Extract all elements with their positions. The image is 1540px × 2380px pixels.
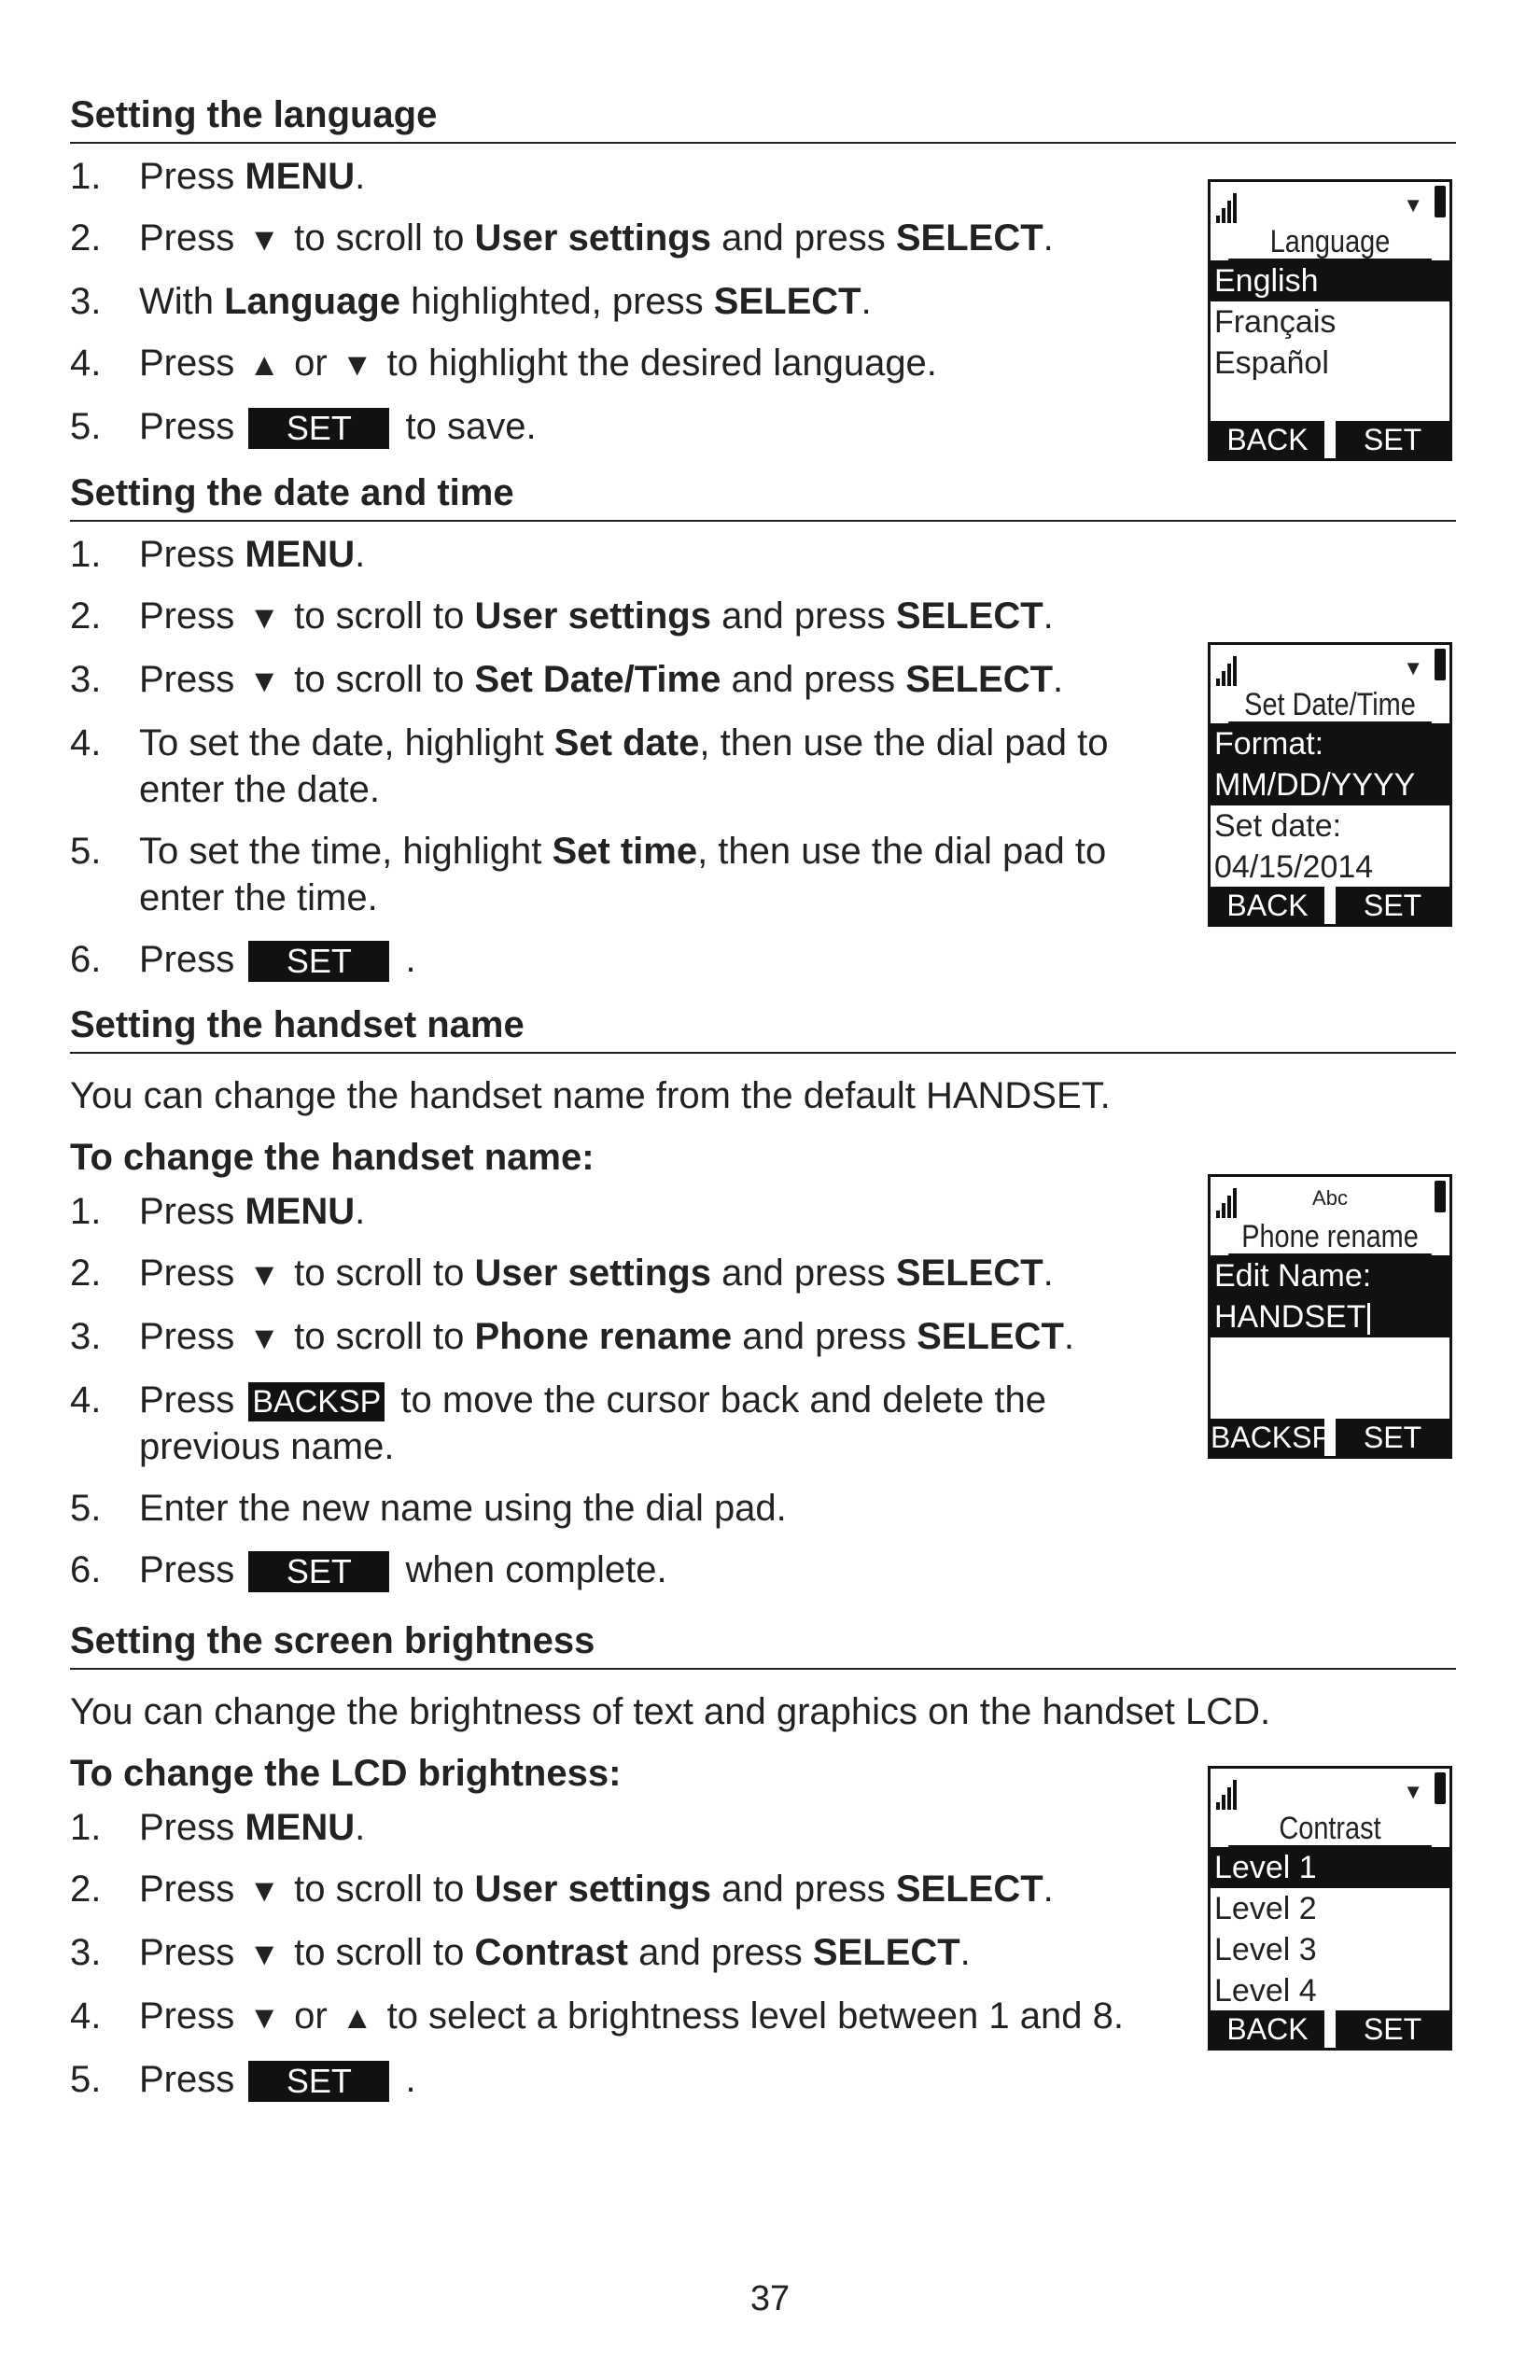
scroll-down-icon: ▼ — [1403, 1780, 1423, 1803]
steps-brightness — [70, 1804, 1171, 2103]
intro-brightness: You can change the brightness of text and graphics on the handset LCD. — [70, 1691, 1271, 1732]
status-bar — [1211, 645, 1449, 688]
signal-icon — [1216, 1780, 1239, 1810]
list-item: 2. Press ▼ to scroll to User settings and press SELECT. — [70, 215, 1171, 263]
list-item: 1. Press MENU. — [70, 1191, 366, 1232]
list-item: 4. Press BACKSP to move the cursor back and delete the previous name. — [70, 1379, 1046, 1467]
page-number: 37 — [749, 2279, 791, 2318]
back-softkey: BACK — [1211, 2010, 1324, 2048]
list-item: 5. To set the time, highlight Set time, then use the dial pad to enter the time. — [70, 831, 1107, 918]
heading-datetime: Setting the date and time — [70, 471, 1456, 522]
list-item: 4. Press ▲ or ▼ to highlight the desired language. — [70, 340, 1171, 388]
intro-handset-name: You can change the handset name from the default HANDSET. — [70, 1075, 1111, 1116]
set-softkey: SET — [1336, 2010, 1449, 2048]
set-softkey: SET — [1336, 421, 1449, 458]
lcd-language-screen — [1208, 179, 1452, 461]
battery-icon — [1435, 1181, 1446, 1212]
battery-icon — [1435, 649, 1446, 680]
status-bar — [1211, 1177, 1449, 1220]
softkeys — [1211, 2010, 1449, 2048]
list-item: 5. Enter the new name using the dial pad. — [70, 1488, 787, 1529]
list-item: 4. To set the date, highlight Set date, then use the dial pad to enter the date. — [70, 722, 1109, 810]
steps-handset-name — [70, 1188, 1171, 1593]
softkeys — [1211, 1419, 1449, 1456]
cursor-icon — [1367, 1303, 1370, 1335]
list-item: 4. Press ▼ or ▲ to select a brightness level between 1 and 8. — [70, 1993, 1171, 2041]
down-arrow-icon: ▼ — [341, 347, 373, 383]
name-value: HANDSET — [1214, 1299, 1366, 1335]
set-softkey: SET — [248, 941, 389, 982]
up-arrow-icon: ▲ — [248, 347, 281, 383]
list-item: 1. Press MENU. — [70, 1807, 366, 1848]
backsp-softkey: BACKSP — [1211, 1421, 1332, 1454]
list-item: 2. Press ▼ to scroll to User settings and press SELECT. — [70, 1250, 1171, 1298]
lcd-title: Language — [1228, 225, 1432, 260]
lcd-contrast-screen — [1208, 1766, 1452, 2051]
lcd-row: Español — [1214, 345, 1329, 381]
set-softkey: SET — [1336, 887, 1449, 924]
list-item: 6. Press SET when complete. — [70, 1549, 667, 1591]
down-arrow-icon: ▼ — [248, 2000, 281, 2036]
list-item: 1. Press MENU. — [70, 156, 366, 197]
softkeys — [1211, 887, 1449, 924]
list-item: 2. Press ▼ to scroll to User settings and press SELECT. — [70, 593, 1171, 641]
set-softkey: SET — [248, 1551, 389, 1592]
battery-icon — [1435, 1772, 1446, 1804]
list-item: 3. Press ▼ to scroll to Phone rename and press SELECT. — [70, 1313, 1171, 1362]
list-item: 3. Press ▼ to scroll to Contrast and press SELECT. — [70, 1929, 1171, 1978]
lcd-row: Français — [1214, 304, 1337, 340]
lcd-row: Level 4 — [1214, 1973, 1317, 2009]
battery-icon — [1435, 186, 1446, 217]
down-arrow-icon: ▼ — [248, 1257, 281, 1293]
set-softkey: SET — [1336, 1419, 1449, 1456]
heading-handset-name: Setting the handset name — [70, 1003, 1456, 1054]
lcd-row-selected — [1211, 1296, 1449, 1337]
down-arrow-icon: ▼ — [248, 600, 281, 636]
input-mode-indicator: Abc — [1312, 1186, 1348, 1210]
lcd-row-selected: MM/DD/YYYY — [1211, 764, 1449, 805]
softkeys — [1211, 421, 1449, 458]
heading-brightness: Setting the screen brightness — [70, 1619, 1456, 1670]
lcd-row: Level 2 — [1214, 1891, 1317, 1926]
lcd-row: Level 3 — [1214, 1932, 1317, 1967]
list-item: 5. Press SET . — [70, 2059, 416, 2101]
set-softkey: SET — [248, 408, 389, 449]
list-item: 1. Press MENU. — [70, 534, 366, 575]
lcd-title: Phone rename — [1228, 1220, 1432, 1255]
back-softkey: BACK — [1211, 421, 1324, 458]
scroll-down-icon: ▼ — [1403, 656, 1423, 679]
heading-language: Setting the language — [70, 93, 1456, 144]
lcd-row: Set date: — [1214, 808, 1342, 844]
down-arrow-icon: ▼ — [248, 1321, 281, 1356]
signal-icon — [1216, 193, 1239, 223]
steps-datetime — [70, 531, 1171, 983]
set-softkey: SET — [248, 2061, 389, 2102]
lcd-row-selected: Edit Name: — [1211, 1255, 1449, 1296]
list-item: 3. With Language highlighted, press SELECT. — [70, 281, 872, 322]
backsp-softkey: BACKSP — [248, 1382, 385, 1421]
signal-icon — [1216, 656, 1239, 686]
list-item: 3. Press ▼ to scroll to Set Date/Time and press SELECT. — [70, 656, 1171, 705]
lcd-datetime-screen — [1208, 642, 1452, 927]
subhead-handset-name: To change the handset name: — [70, 1137, 595, 1178]
down-arrow-icon: ▼ — [248, 1937, 281, 1972]
back-softkey: BACK — [1211, 887, 1324, 924]
lcd-row: 04/15/2014 — [1214, 849, 1374, 885]
lcd-row-selected: Format: — [1211, 723, 1449, 764]
list-item: 5. Press SET to save. — [70, 406, 537, 448]
list-item: 2. Press ▼ to scroll to User settings and press SELECT. — [70, 1866, 1171, 1914]
steps-language — [70, 153, 1171, 450]
down-arrow-icon: ▼ — [248, 664, 281, 699]
up-arrow-icon: ▲ — [341, 2000, 373, 2036]
subhead-brightness: To change the LCD brightness: — [70, 1753, 622, 1794]
down-arrow-icon: ▼ — [248, 1873, 281, 1909]
status-bar — [1211, 182, 1449, 225]
lcd-title: Set Date/Time — [1228, 688, 1432, 723]
lcd-title: Contrast — [1228, 1812, 1432, 1847]
status-bar — [1211, 1769, 1449, 1812]
lcd-row-selected: Level 1 — [1211, 1847, 1449, 1888]
list-item: 6. Press SET . — [70, 939, 416, 981]
lcd-row-selected: English — [1211, 260, 1449, 301]
scroll-down-icon: ▼ — [1403, 193, 1423, 217]
down-arrow-icon: ▼ — [248, 222, 281, 258]
lcd-rename-screen — [1208, 1174, 1452, 1459]
